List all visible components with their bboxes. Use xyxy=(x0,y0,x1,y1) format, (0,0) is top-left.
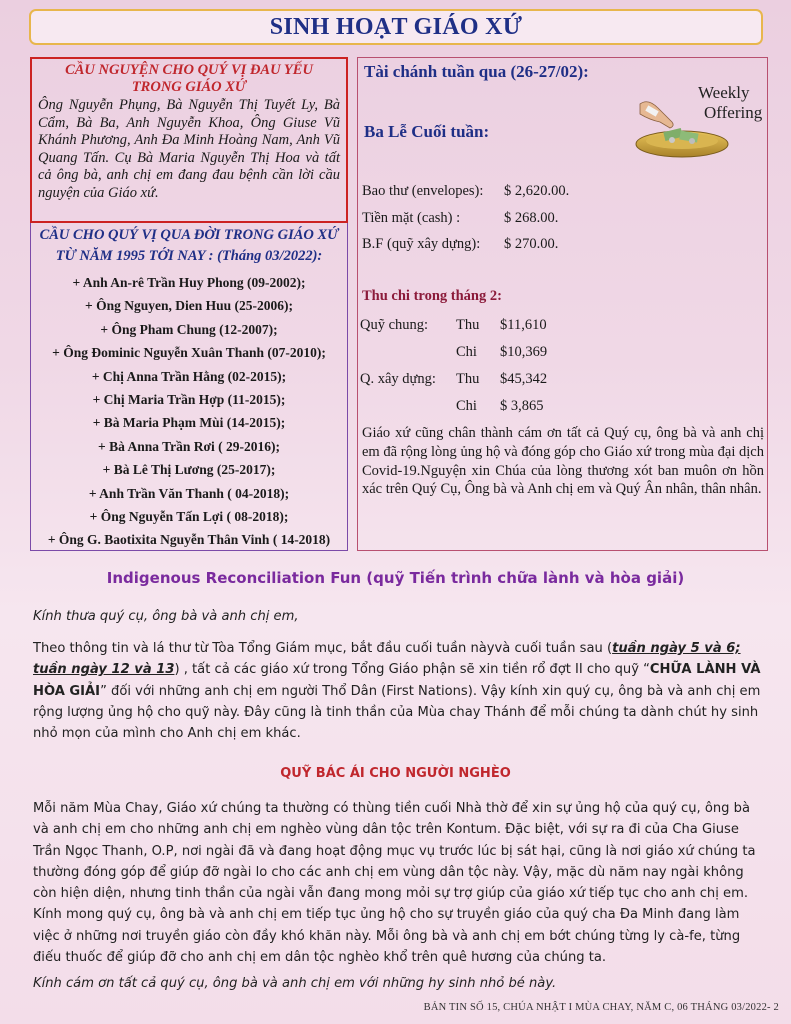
finance-row xyxy=(362,231,569,258)
deceased-item: + Chị Anna Trần Hằng (02-2015); xyxy=(91,368,287,384)
deceased-title xyxy=(35,225,343,267)
page-footer: BẢN TIN SỐ 15, CHÚA NHẬT I MÙA CHAY, NĂM C, 06 THÁNG 03/2022- 2 xyxy=(423,1002,779,1013)
prayer-box xyxy=(30,57,348,223)
charity-closing: Kính cám ơn tất cả quý cụ, ông bà và anh chị em với những hy sinh nhỏ bé này. xyxy=(33,976,557,991)
finance-subtitle: Ba Lễ Cuối tuần: xyxy=(364,122,490,141)
month-fund xyxy=(360,339,456,366)
deceased-item: + Anh An-rê Trần Huy Phong (09-2002); xyxy=(72,275,306,290)
month-amount: $10,369 xyxy=(500,344,548,360)
finance-weekly-rows xyxy=(362,178,569,258)
p1-part-b: ) , tất cả các giáo xứ trong Tổng Giáo phận sẽ xin tiền rổ đợt II cho quỹ “ xyxy=(174,662,650,678)
month-type: Thu xyxy=(456,317,480,333)
reconciliation-title: Indigenous Reconciliation Fun (quỹ Tiến trình chữa lành và hòa giải) xyxy=(106,569,685,587)
page-header xyxy=(29,9,763,45)
deceased-item: + Bà Lê Thị Lương (25-2017); xyxy=(102,462,276,478)
finance-row-label: Tiền mặt (cash) : xyxy=(362,209,461,226)
month-fund xyxy=(360,393,456,420)
deceased-box xyxy=(30,223,348,551)
month-amount: $45,342 xyxy=(500,371,548,387)
finance-row-label: Bao thư (envelopes): xyxy=(362,183,484,199)
month-amount: $ 3,865 xyxy=(500,398,544,414)
month-fund: Q. xây dựng: xyxy=(360,371,436,387)
month-row xyxy=(360,366,547,393)
month-type: Chi xyxy=(456,398,477,414)
offering-text-weekly: Weekly xyxy=(698,83,750,102)
deceased-item: + Bà Anna Trần Rơi ( 29-2016); xyxy=(98,438,280,454)
prayer-title xyxy=(38,62,340,96)
finance-box xyxy=(357,57,768,551)
month-type: Chi xyxy=(456,344,477,360)
deceased-item: + Ông Nguyen, Dien Huu (25-2006); xyxy=(85,298,293,314)
month-row xyxy=(360,393,547,420)
p1-dates: tuần ngày 5 và 6; tuần ngày 12 và 13 xyxy=(33,641,741,678)
finance-row-amount: $ 2,620.00. xyxy=(504,183,570,199)
deceased-title-line1: CẦU CHO QUÝ VỊ QUA ĐỜI TRONG GIÁO XỨ xyxy=(39,227,339,243)
deceased-item: + Ông Nguyễn Tấn Lợi ( 08-2018); xyxy=(89,509,289,525)
prayer-title-line1: CẦU NGUYỆN CHO QUÝ VỊ ĐAU YẾU xyxy=(65,62,313,78)
weekly-offering-icon xyxy=(630,78,763,164)
finance-title: Tài chánh tuần qua (26-27/02): xyxy=(364,62,589,81)
page-title: SINH HOẠT GIÁO XỨ xyxy=(269,13,523,40)
deceased-list xyxy=(35,271,343,552)
month-row xyxy=(360,312,547,339)
finance-row xyxy=(362,205,569,232)
offering-text-offering: Offering xyxy=(704,103,763,122)
month-row xyxy=(360,339,547,366)
prayer-body: Ông Nguyễn Phụng, Bà Nguyễn Thị Tuyết Ly, Bà Cẩm, Bà Ba, Anh Nguyễn Khoa, Ông Giuse Vũ Khánh Phương, Anh Đa Minh Hoàng Nam, Anh Vũ Quang Tấn. Cụ Bà Maria Nguyễn Thị Hoa và tất cả ông bà, anh chị em đang đau bệnh cần lời cầu nguyện của Giáo xứ. xyxy=(38,97,340,201)
deceased-item: + Anh Trần Văn Thanh ( 04-2018); xyxy=(88,485,290,501)
month-table xyxy=(360,312,547,420)
finance-row-amount: $ 270.00. xyxy=(504,236,559,252)
deceased-item: + Chị Maria Trần Hợp (11-2015); xyxy=(92,392,286,408)
p1-part-c: ” đối với những anh chị em người Thổ Dân (First Nations). Vậy kính xin quý cụ, ông bà và anh chị em rộng lượng ủng hộ cho quỹ này. Đây cũng là tinh thần của Mùa chay Thánh để mỗi chúng ta dành chút hy sinh nhỏ mọn của mình cho Anh chị em khác. xyxy=(33,683,761,742)
deceased-item: + Ông Đominic Nguyễn Xuân Thanh (07-2010); xyxy=(52,345,326,361)
month-fund: Quỹ chung: xyxy=(360,317,429,333)
p1-fund-name: CHỮA LÀNH VÀ HÒA GIẢI xyxy=(33,662,761,699)
charity-title: QUỸ BÁC ÁI CHO NGƯỜI NGHÈO xyxy=(280,766,511,781)
month-title: Thu chi trong tháng 2: xyxy=(362,288,502,304)
greeting: Kính thưa quý cụ, ông bà và anh chị em, xyxy=(33,609,299,624)
prayer-title-line2: TRONG GIÁO XỨ xyxy=(131,79,247,95)
finance-row-amount: $ 268.00. xyxy=(504,209,559,226)
finance-row-label: B.F (quỹ xây dựng): xyxy=(362,236,481,252)
p1-part-a: Theo thông tin và lá thư từ Tòa Tổng Giám mục, bắt đầu cuối tuần nàyvà cuối tuần sau ( xyxy=(33,641,613,656)
finance-thanks: Giáo xứ cũng chân thành cám ơn tất cả Quý cụ, ông bà và anh chị em đã rộng lòng ủng hộ và đóng góp cho Giáo xứ trong mùa đại dịch Covid-19.Nguyện xin Chúa của lòng thương xót ban muôn ơn hồn xác trên Quý Cụ, Ông bà và Anh chị em và Quý Ân nhân, thân nhân. xyxy=(362,425,764,498)
reconciliation-paragraph xyxy=(33,638,763,744)
deceased-item: + Ông G. Baotixita Nguyễn Thân Vinh ( 14-2018) xyxy=(47,532,331,548)
deceased-item: + Bà Maria Phạm Mùi (14-2015); xyxy=(92,415,286,431)
month-amount: $11,610 xyxy=(500,317,547,333)
month-type: Thu xyxy=(456,371,480,387)
deceased-item: + Ông Pham Chung (12-2007); xyxy=(100,321,278,337)
charity-paragraph: Mỗi năm Mùa Chay, Giáo xứ chúng ta thường có thùng tiền cuối Nhà thờ để xin sự ủng hộ của quý cụ, ông bà và anh chị em cho những anh chị em nghèo vùng dân tộc trên Kontum. Đặc biệt, với sự ra đi của Cha Giuse Trần Ngọc Thanh, O.P, nơi ngài đã và đang hoạt động mục vụ trước lúc bị sát hại, cũng là nơi giáo xứ chúng ta thường đóng góp để giúp đỡ ngài lo cho các anh chị em vùng dân tộc này. Vậy, mặc dù năm nay ngài không còn hiện diện, nhưng tinh thần của ngài vẫn đang mong mỏi sự trợ giúp của giáo xứ tiếp tục cho anh chị em. Kính mong quý cụ, ông bà và anh chị em tiếp tục ủng hộ cho sự truyền giáo của quý cha Đa Minh đang làm việc ở những nơi truyền giáo còn đầy khó khăn này. Mỗi ông bà và anh chị em bớt chúng từng ly cà-fe, từng điếu thuốc để giúp đỡ cho anh chị em dân tộc nghèo khổ trên quê hương của chúng ta. xyxy=(33,801,756,966)
finance-row xyxy=(362,178,569,205)
deceased-title-line2: TỪ NĂM 1995 TỚI NAY : (Tháng 03/2022): xyxy=(55,248,323,264)
